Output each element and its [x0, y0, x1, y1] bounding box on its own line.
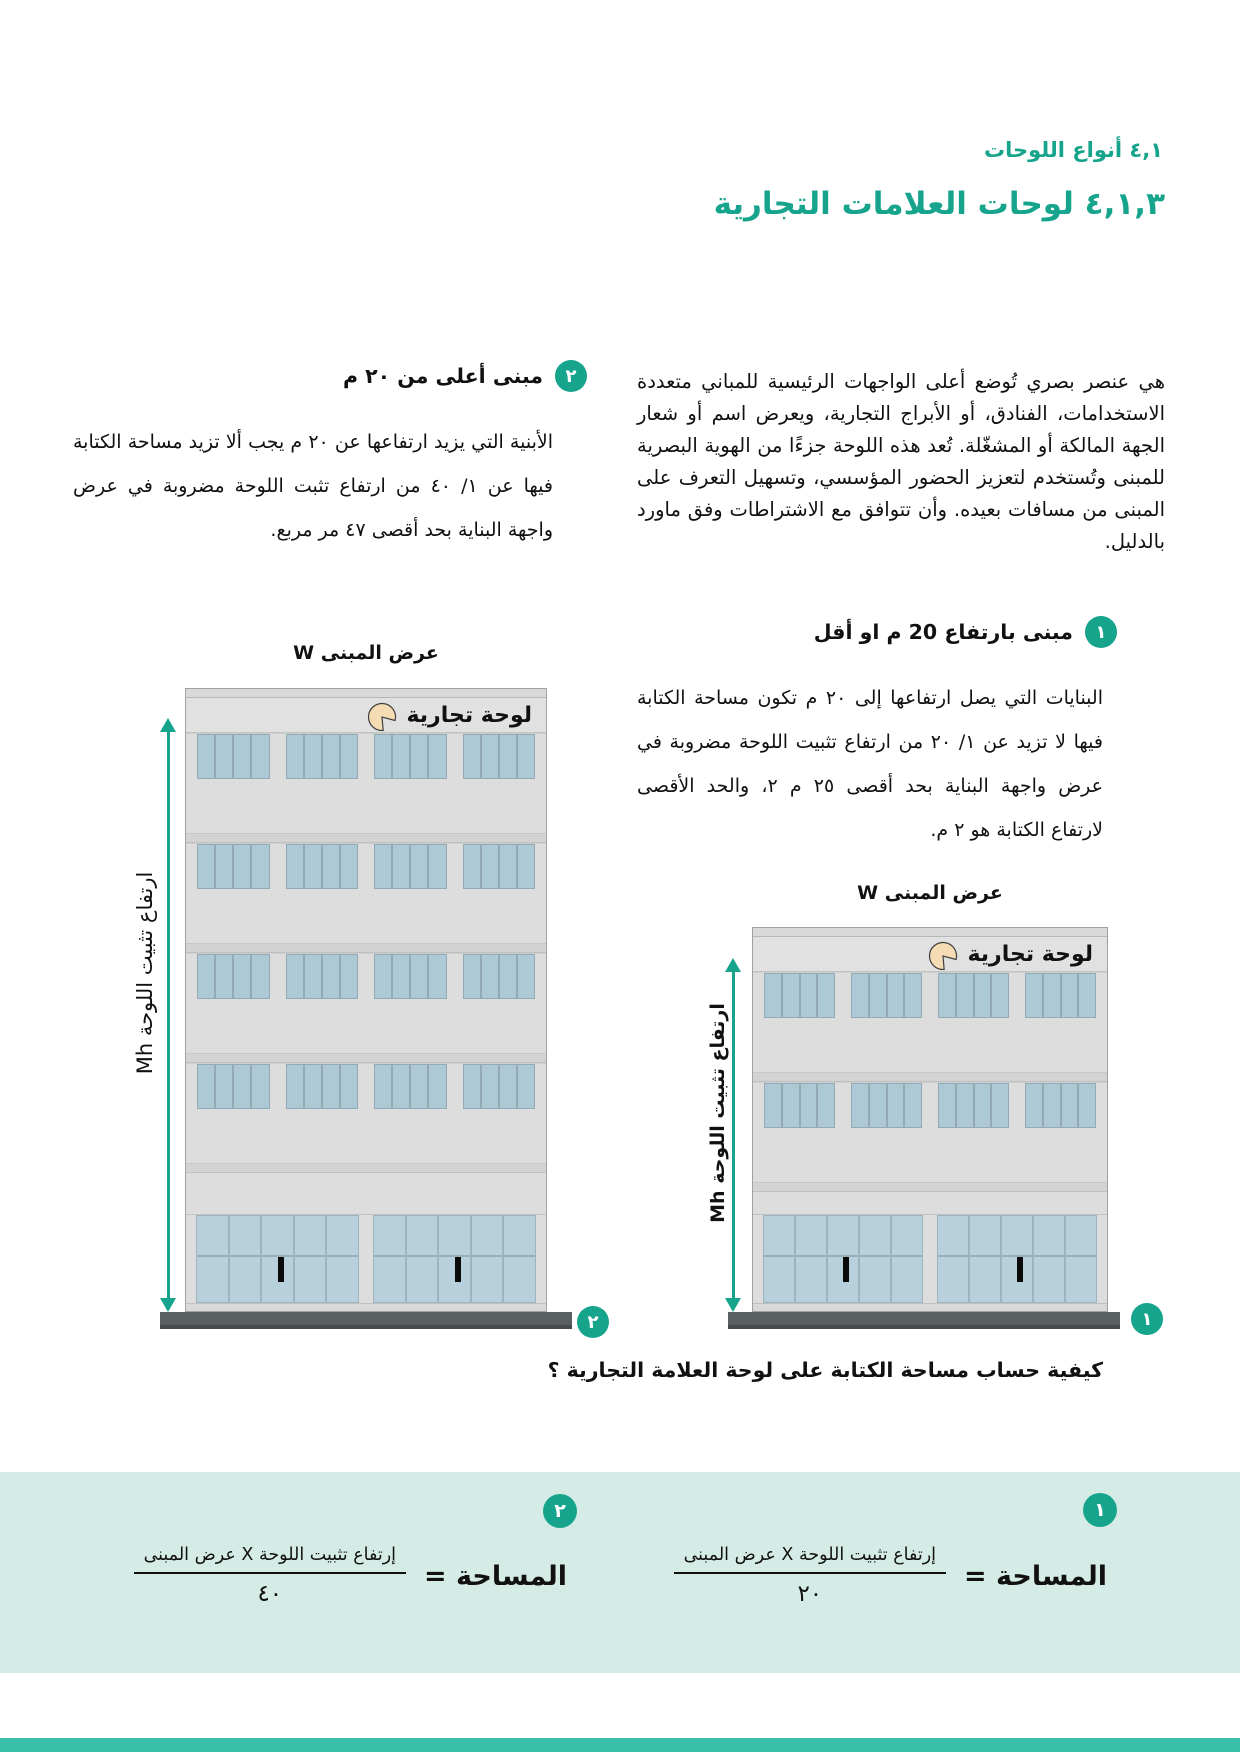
window-pane [464, 1065, 480, 1108]
formula-low [674, 1545, 1107, 1607]
dimension-line [732, 967, 735, 1303]
window-pane [375, 735, 391, 778]
window-group [851, 973, 922, 1018]
window-pane [375, 955, 391, 998]
window-pane [429, 735, 445, 778]
window-group [197, 734, 270, 779]
building-floors [753, 972, 1107, 1192]
window-pane [801, 1084, 817, 1127]
building-width-label: عرض المبنى W [293, 642, 439, 664]
window-pane [287, 735, 303, 778]
building-parapet [186, 689, 546, 698]
window-pane [341, 1065, 357, 1108]
window-pane [1079, 974, 1095, 1017]
window-pane [216, 955, 232, 998]
spandrel [186, 779, 546, 833]
section-header: ٤,١ أنواع اللوحات [984, 138, 1163, 162]
window-group [286, 734, 359, 779]
window-group [286, 954, 359, 999]
window-pane [411, 1065, 427, 1108]
building-floor [753, 972, 1107, 1082]
window-pane [216, 1065, 232, 1108]
ground-base [160, 1312, 572, 1329]
short-building-badge: ١ [1131, 1303, 1163, 1335]
ground-floor-storefront [753, 1215, 1107, 1303]
window-pane [305, 845, 321, 888]
ground-floor-storefront [186, 1215, 546, 1303]
window-pane [482, 845, 498, 888]
door-handle [278, 1257, 284, 1282]
window-pane [375, 1065, 391, 1108]
window-pane [1079, 1084, 1095, 1127]
fraction-denominator: ٤٠ [257, 1581, 283, 1607]
window-pane [252, 845, 268, 888]
window-pane [341, 845, 357, 888]
spandrel [186, 1109, 546, 1163]
window-row [753, 1082, 1107, 1128]
spandrel [186, 889, 546, 943]
storefront-pane [327, 1216, 358, 1302]
window-pane [957, 974, 973, 1017]
item-high-building-body: الأبنية التي يزيد ارتفاعها عن ٢٠ م يجب ألا تزيد مساحة الكتابة فيها عن ١/ ٤٠ من ارتفاع تثبت اللوحة مضروبة في عرض واجهة البناية بحد أقصى ٤٧ مر مربع. [73, 431, 553, 541]
fraction-numerator: إرتفاع تثبيت اللوحة X عرض المبنى [674, 1545, 946, 1574]
window-pane [234, 735, 250, 778]
window-pane [992, 1084, 1008, 1127]
window-pane [482, 955, 498, 998]
window-group [1025, 1083, 1096, 1128]
window-pane [870, 1084, 886, 1127]
window-pane [500, 845, 516, 888]
window-pane [252, 955, 268, 998]
window-pane [198, 955, 214, 998]
window-pane [323, 845, 339, 888]
storefront-pane [230, 1216, 261, 1302]
window-pane [429, 845, 445, 888]
storefront-pane [938, 1216, 968, 1302]
window-row [753, 972, 1107, 1018]
window-pane [464, 955, 480, 998]
storefront-pane [504, 1216, 535, 1302]
window-row [186, 843, 546, 889]
tall-building-illustration [185, 688, 547, 1312]
storefront-pane [764, 1216, 794, 1302]
page-title: ٤,١,٣ لوحات العلامات التجارية [713, 186, 1165, 222]
window-pane [870, 974, 886, 1017]
item-low-building-heading-row [814, 616, 1117, 648]
window-pane [518, 735, 534, 778]
window-row [186, 953, 546, 999]
building-parapet [753, 928, 1107, 937]
window-pane [801, 974, 817, 1017]
building-blank-band [186, 1173, 546, 1215]
building-floor [186, 1063, 546, 1173]
window-pane [429, 955, 445, 998]
commercial-sign-band [186, 698, 546, 733]
window-pane [482, 1065, 498, 1108]
window-pane [992, 974, 1008, 1017]
window-pane [783, 974, 799, 1017]
window-pane [393, 845, 409, 888]
floor-slab [186, 1053, 546, 1063]
storefront-pane [374, 1216, 405, 1302]
mount-height-dimension-arrow [160, 718, 176, 1312]
window-pane [323, 735, 339, 778]
storefront-pane [407, 1216, 438, 1302]
storefront-pane [295, 1216, 326, 1302]
floor-slab [186, 1163, 546, 1173]
mount-height-label: ارتفاع تثبيت اللوحة Mh [133, 871, 157, 1075]
door-handle [455, 1257, 461, 1282]
window-pane [216, 845, 232, 888]
area-label: المساحة = [424, 1560, 567, 1592]
short-building-illustration [752, 927, 1108, 1312]
window-pane [1026, 974, 1042, 1017]
window-group [374, 1064, 447, 1109]
window-group [197, 844, 270, 889]
floor-slab [753, 1072, 1107, 1082]
window-group [463, 844, 536, 889]
window-pane [905, 1084, 921, 1127]
window-pane [888, 974, 904, 1017]
floor-slab [186, 943, 546, 953]
window-pane [818, 1084, 834, 1127]
window-pane [305, 1065, 321, 1108]
formula-high [134, 1545, 567, 1607]
window-pane [500, 1065, 516, 1108]
storefront-section [196, 1215, 359, 1303]
window-pane [411, 735, 427, 778]
window-pane [287, 955, 303, 998]
formula-high-badge: ٢ [543, 1494, 577, 1528]
spandrel [753, 1128, 1107, 1182]
window-group [1025, 973, 1096, 1018]
window-group [463, 734, 536, 779]
window-group [463, 954, 536, 999]
window-pane [1044, 974, 1060, 1017]
window-group [764, 973, 835, 1018]
floor-slab [186, 833, 546, 843]
window-pane [234, 955, 250, 998]
window-pane [1062, 1084, 1078, 1127]
brand-logo-icon [928, 941, 958, 971]
window-pane [765, 1084, 781, 1127]
window-pane [482, 735, 498, 778]
window-group [374, 844, 447, 889]
footer-bar [0, 1738, 1240, 1752]
window-pane [783, 1084, 799, 1127]
window-pane [939, 974, 955, 1017]
floor-slab [753, 1182, 1107, 1192]
item-number-badge: ٢ [555, 360, 587, 392]
building-floor [753, 1082, 1107, 1192]
window-pane [500, 955, 516, 998]
window-pane [939, 1084, 955, 1127]
fraction [674, 1545, 946, 1607]
window-pane [341, 735, 357, 778]
window-pane [1044, 1084, 1060, 1127]
building-blank-band [753, 1192, 1107, 1215]
window-row [186, 1063, 546, 1109]
window-pane [252, 1065, 268, 1108]
building-width-label: عرض المبنى W [857, 882, 1003, 904]
window-pane [198, 735, 214, 778]
window-pane [393, 735, 409, 778]
item-high-building-heading-row [343, 360, 587, 392]
window-pane [287, 1065, 303, 1108]
window-pane [905, 974, 921, 1017]
window-pane [975, 974, 991, 1017]
item-high-building-heading: مبنى أعلى من ٢٠ م [342, 364, 543, 388]
storefront-pane [796, 1216, 826, 1302]
window-pane [216, 735, 232, 778]
storefront-pane [1034, 1216, 1064, 1302]
fraction [134, 1545, 406, 1607]
window-group [851, 1083, 922, 1128]
building-floor [186, 843, 546, 953]
storefront-section [373, 1215, 536, 1303]
storefront-pane [472, 1216, 503, 1302]
window-pane [765, 974, 781, 1017]
storefront-pane [197, 1216, 228, 1302]
window-group [374, 734, 447, 779]
window-pane [411, 955, 427, 998]
window-pane [375, 845, 391, 888]
window-pane [518, 955, 534, 998]
window-pane [341, 955, 357, 998]
storefront-pane [860, 1216, 890, 1302]
mount-height-label: ارتفاع تثبيت اللوحة Mh [707, 1003, 729, 1223]
window-pane [957, 1084, 973, 1127]
fraction-denominator: ٢٠ [797, 1581, 823, 1607]
area-label: المساحة = [964, 1560, 1107, 1592]
window-pane [464, 845, 480, 888]
window-pane [287, 845, 303, 888]
window-pane [464, 735, 480, 778]
storefront-pane [892, 1216, 922, 1302]
window-pane [888, 1084, 904, 1127]
building-sill [753, 1303, 1107, 1311]
window-pane [1026, 1084, 1042, 1127]
fraction-numerator: إرتفاع تثبيت اللوحة X عرض المبنى [134, 1545, 406, 1574]
building-floor [186, 953, 546, 1063]
commercial-sign-label: لوحة تجارية [967, 941, 1093, 967]
window-group [463, 1064, 536, 1109]
storefront-section [763, 1215, 923, 1303]
building-sill [186, 1303, 546, 1311]
storefront-pane [970, 1216, 1000, 1302]
commercial-sign-label: لوحة تجارية [406, 702, 532, 728]
formula-low-badge: ١ [1083, 1493, 1117, 1527]
window-pane [393, 1065, 409, 1108]
ground-base [728, 1312, 1120, 1329]
window-pane [198, 1065, 214, 1108]
window-group [197, 954, 270, 999]
window-pane [411, 845, 427, 888]
intro-paragraph: هي عنصر بصري تُوضع أعلى الواجهات الرئيسية للمباني متعددة الاستخدامات، الفنادق، أو الأبراج التجارية، ويعرض اسم أو شعار الجهة المالكة أو المشغّلة. تُعد هذه اللوحة جزءًا من الهوية البصرية للمبنى وتُستخدم لتعزيز الحضور المؤسسي، وتسهيل التعرف على المبنى من مسافات بعيده. وأن تتوافق مع الاشتراطات وفق ماورد بالدليل. [637, 370, 1165, 553]
spandrel [186, 999, 546, 1053]
door-handle [843, 1257, 849, 1282]
window-pane [1062, 974, 1078, 1017]
window-pane [518, 845, 534, 888]
window-pane [323, 955, 339, 998]
window-group [286, 844, 359, 889]
building-floor [186, 733, 546, 843]
window-group [286, 1064, 359, 1109]
brand-logo-icon [367, 702, 397, 732]
storefront-section [937, 1215, 1097, 1303]
item-low-building-body: البنايات التي يصل ارتفاعها إلى ٢٠ م تكون مساحة الكتابة فيها لا تزيد عن ١/ ٢٠ من ارتفاع تثبيت اللوحة مضروبة في عرض واجهة البناية بحد أقصى ٢٥ م ٢، والحد الأقصى لارتفاع الكتابة هو ٢ م. [637, 687, 1104, 841]
window-row [186, 733, 546, 779]
item-low-building-heading: مبنى بارتفاع 20 م او أقل [813, 620, 1073, 644]
window-pane [975, 1084, 991, 1127]
tall-building-badge: ٢ [577, 1306, 609, 1338]
dimension-line [167, 727, 170, 1303]
window-pane [198, 845, 214, 888]
window-group [374, 954, 447, 999]
window-pane [305, 955, 321, 998]
window-pane [305, 735, 321, 778]
window-pane [429, 1065, 445, 1108]
door-handle [1017, 1257, 1023, 1282]
spandrel [753, 1018, 1107, 1072]
window-pane [323, 1065, 339, 1108]
window-pane [852, 974, 868, 1017]
window-pane [393, 955, 409, 998]
window-group [764, 1083, 835, 1128]
window-pane [518, 1065, 534, 1108]
building-floors [186, 733, 546, 1173]
window-pane [818, 974, 834, 1017]
question-text: كيفية حساب مساحة الكتابة على لوحة العلامة التجارية ؟ [547, 1358, 1103, 1382]
window-pane [234, 845, 250, 888]
window-group [938, 973, 1009, 1018]
item-number-badge: ١ [1085, 616, 1117, 648]
arrow-down-icon [160, 1298, 176, 1312]
window-pane [234, 1065, 250, 1108]
commercial-sign-band [753, 937, 1107, 972]
storefront-pane [1066, 1216, 1096, 1302]
window-pane [500, 735, 516, 778]
window-pane [252, 735, 268, 778]
window-pane [852, 1084, 868, 1127]
window-group [197, 1064, 270, 1109]
window-group [938, 1083, 1009, 1128]
